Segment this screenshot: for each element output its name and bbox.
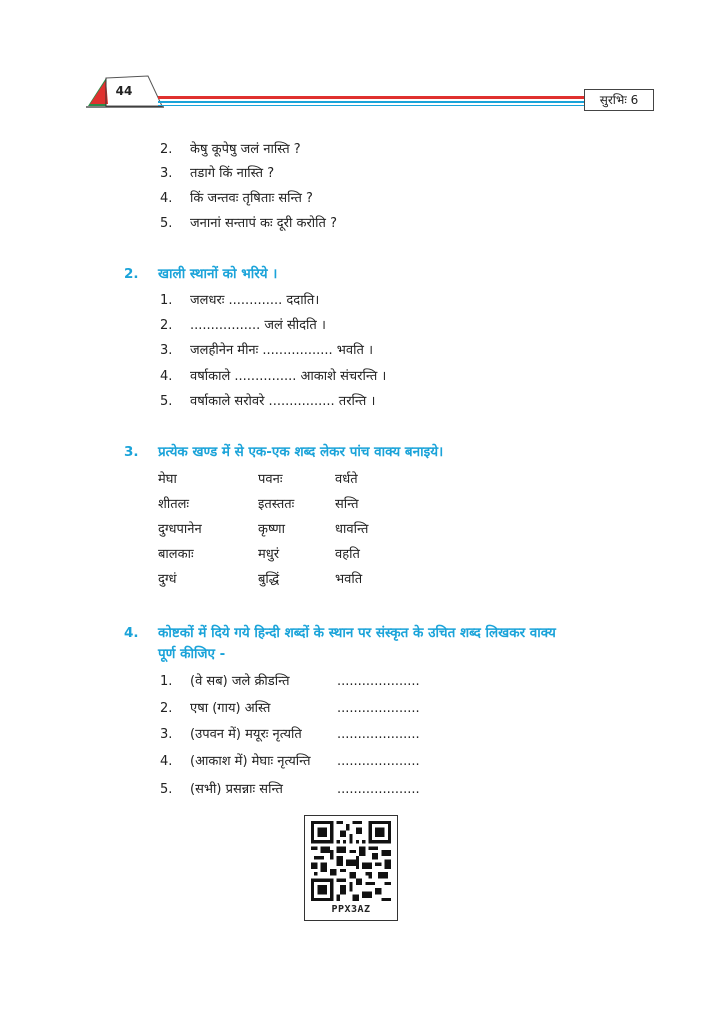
word-cell: मधुरं	[258, 547, 280, 562]
answer-blank: ....................	[337, 727, 420, 742]
word-cell: वर्धते	[335, 472, 358, 487]
word-cell: दुग्धपानेन	[158, 522, 202, 537]
word-cell: पवनः	[258, 472, 283, 487]
qr-code-icon	[311, 821, 391, 901]
answer-blank: ....................	[337, 754, 420, 769]
question-row: 3. तडागे किं नास्ति ?	[160, 166, 275, 181]
word-cell: भवति	[335, 572, 363, 587]
header-rule-blue-thin	[158, 105, 584, 106]
sentence-row: 5. (सभी) प्रसन्नाः सन्ति	[160, 782, 283, 797]
qr-code-box[interactable]	[304, 815, 398, 921]
word-cell: शीतलः	[158, 497, 190, 512]
section-2-heading: 2. खाली स्थानों को भरिये ।	[124, 266, 278, 282]
question-row: 4. किं जन्तवः तृषिताः सन्ति ?	[160, 191, 313, 206]
book-title-box: सुरभिः 6	[584, 89, 654, 111]
answer-blank: ....................	[337, 674, 420, 689]
header-rule-blue	[158, 101, 584, 103]
sentence-row: 1. (वे सब) जले क्रीडन्ति	[160, 674, 290, 689]
word-cell: मेघा	[158, 472, 177, 487]
answer-blank: ....................	[337, 782, 420, 797]
word-cell: कृष्णा	[258, 522, 285, 537]
section-4-heading: 4. कोष्टकों में दिये गये हिन्दी शब्दों के स्थान पर संस्कृत के उचित शब्द लिखकर वाक्य	[124, 625, 556, 641]
answer-blank: ....................	[337, 701, 420, 716]
word-cell: बुद्धिं	[258, 572, 280, 587]
question-row: 2. केषु कूपेषु जलं नास्ति ?	[160, 142, 301, 157]
word-cell: धावन्ति	[335, 522, 369, 537]
fill-blank-row: 4. वर्षाकाले ............... आकाशे संचरन्ति ।	[160, 369, 387, 384]
fill-blank-row: 3. जलहीनेन मीनः ................. भवति ।	[160, 343, 373, 358]
sentence-row: 3. (उपवन में) मयूरः नृत्यति	[160, 727, 302, 742]
page-number: 44	[115, 84, 133, 98]
word-cell: वहति	[335, 547, 360, 562]
word-cell: इतस्ततः	[258, 497, 295, 512]
question-row: 5. जनानां सन्तापं कः दूरी करोति ?	[160, 216, 337, 231]
word-cell: सन्ति	[335, 497, 359, 512]
section-3-heading: 3. प्रत्येक खण्ड में से एक-एक शब्द लेकर पांच वाक्य बनाइये।	[124, 444, 444, 460]
section-4-heading-line2: पूर्ण कीजिए -	[158, 646, 226, 662]
word-cell: दुग्धं	[158, 572, 177, 587]
word-cell: बालकाः	[158, 547, 194, 562]
qr-code-label: PPX3AZ	[331, 904, 371, 915]
fill-blank-row: 2. ................. जलं सीदति ।	[160, 318, 326, 333]
sentence-row: 2. एषा (गाय) अस्ति	[160, 701, 271, 716]
header-rule-red	[158, 96, 584, 99]
fill-blank-row: 1. जलधरः ............. ददाति।	[160, 293, 320, 308]
fill-blank-row: 5. वर्षाकाले सरोवरे ................ तरन्ति ।	[160, 394, 376, 409]
sentence-row: 4. (आकाश में) मेघाः नृत्यन्ति	[160, 754, 311, 769]
